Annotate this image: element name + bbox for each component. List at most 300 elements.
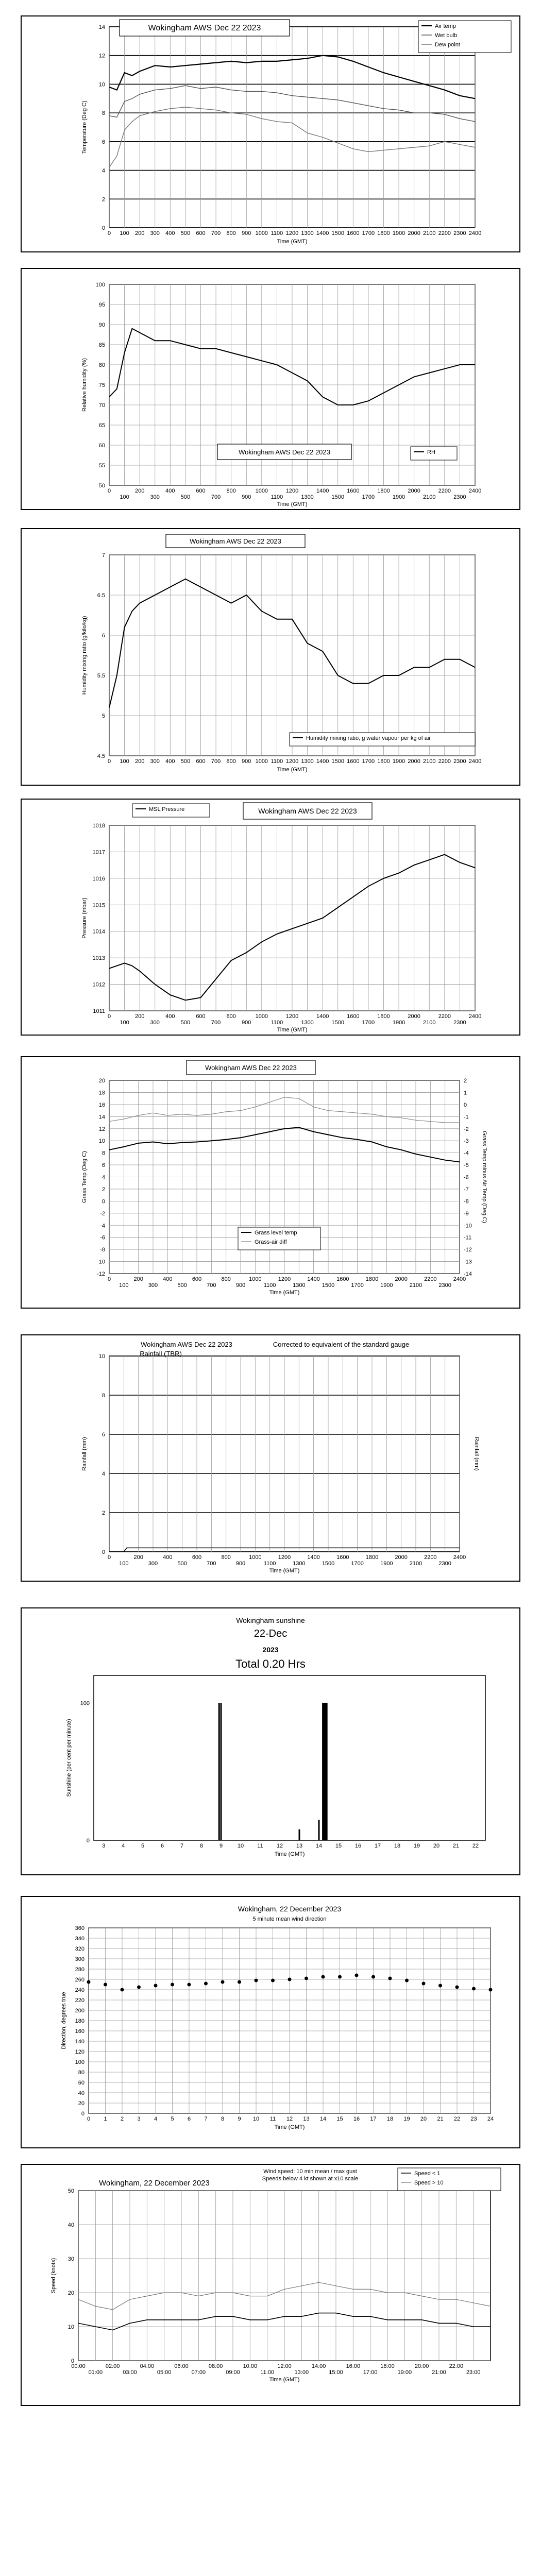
x-tick-label: 1400	[316, 758, 329, 765]
x-tick-label: 13:00	[294, 2369, 309, 2376]
y-tick-label: 7	[102, 552, 105, 558]
legend-box	[418, 21, 511, 53]
data-point	[255, 1979, 258, 1982]
y-tick-label: 1017	[92, 849, 105, 856]
y-tick-label: 14	[98, 24, 105, 30]
x-tick-label: 200	[133, 1276, 143, 1282]
x-tick-label: 2000	[408, 488, 420, 494]
x-tick-label: 1500	[322, 1561, 335, 1567]
x-tick-label: 09:00	[226, 2369, 240, 2376]
x-tick-label: 1800	[377, 1013, 390, 1020]
y-tick-label: 70	[98, 402, 105, 409]
y-tick-label: 30	[67, 2256, 74, 2262]
x-tick-label: 100	[120, 1020, 129, 1026]
data-point	[322, 1975, 325, 1979]
x-tick-label: 21	[437, 2116, 444, 2122]
x-tick-label: 2300	[453, 1020, 466, 1026]
y-tick-label: 20	[67, 2290, 74, 2296]
y-tick-label: 100	[80, 1700, 90, 1707]
y-tick-label: -6	[100, 1234, 105, 1241]
x-tick-label: 400	[165, 488, 175, 494]
x-tick-label: 14	[315, 1843, 323, 1849]
y-tick-label: 50	[98, 483, 105, 489]
x-tick-label: 1800	[365, 1276, 379, 1282]
y-right-tick-label: -7	[464, 1186, 469, 1193]
y-tick-label: 2	[102, 196, 105, 203]
y-right-tick-label: -4	[464, 1150, 469, 1157]
y-tick-label: 8	[102, 1150, 105, 1157]
y-tick-label: 360	[75, 1925, 84, 1931]
x-tick-label: 2100	[423, 1020, 436, 1026]
legend-entry: Dew point	[435, 42, 460, 48]
x-tick-label: 500	[180, 494, 191, 500]
x-tick-label: 11:00	[260, 2369, 275, 2376]
x-tick-label: 800	[221, 1276, 231, 1282]
x-tick-label: 2000	[408, 1013, 420, 1020]
legend-entry: Wet bulb	[435, 32, 458, 39]
x-tick-label: 1300	[301, 494, 314, 500]
legend-entry: MSL Pressure	[149, 806, 185, 812]
x-tick-label: 1200	[278, 1554, 291, 1561]
x-tick-label: 800	[226, 230, 236, 236]
x-tick-label: 12	[276, 1843, 283, 1849]
x-tick-label: 16	[354, 1843, 362, 1849]
x-tick-label: 0	[87, 2116, 91, 2122]
x-tick-label: 3	[137, 2116, 141, 2122]
x-tick-label: 2400	[468, 758, 482, 765]
x-tick-label: 2300	[438, 1561, 451, 1567]
x-tick-label: 1700	[362, 1020, 375, 1026]
y-right-tick-label: -10	[464, 1223, 472, 1229]
x-tick-label: 6	[160, 1843, 164, 1849]
legend-entry: Air temp	[435, 23, 456, 29]
chart-title: Wokingham AWS Dec 22 2023	[239, 448, 330, 456]
x-tick-label: 400	[165, 230, 175, 236]
x-tick-label: 600	[196, 1013, 206, 1020]
humidity-chart-svg	[22, 269, 519, 509]
data-point	[221, 1980, 225, 1984]
temperature-chart	[21, 15, 520, 252]
x-tick-label: 2300	[453, 494, 466, 500]
y-tick-label: 16	[98, 1101, 105, 1108]
x-tick-label: 1900	[392, 1020, 405, 1026]
x-tick-label: 2	[120, 2116, 124, 2122]
y-right-tick-label: -9	[464, 1210, 469, 1217]
y-tick-label: 160	[75, 2028, 84, 2035]
x-tick-label: 9	[238, 2116, 241, 2122]
x-tick-label: 2000	[395, 1276, 408, 1282]
x-tick-label: 4	[121, 1843, 125, 1849]
x-tick-label: 2400	[453, 1276, 466, 1282]
y-tick-label: 10	[67, 2324, 74, 2330]
x-tick-label: 300	[148, 1561, 158, 1567]
legend-entry: Speed > 10	[414, 2180, 444, 2186]
x-tick-label: 2300	[438, 1282, 451, 1289]
x-tick-label: 1400	[316, 1013, 329, 1020]
y-tick-label: 18	[98, 1090, 105, 1096]
y-tick-label: 320	[75, 1946, 84, 1952]
y-tick-label: 1015	[92, 902, 105, 909]
y-tick-label: 6	[102, 139, 105, 145]
y-right-tick-label: -5	[464, 1162, 469, 1169]
legend-entry: Speed < 1	[414, 2171, 441, 2177]
data-point	[204, 1982, 208, 1986]
x-tick-label: 17	[374, 1843, 381, 1849]
x-tick-label: 200	[134, 1013, 145, 1020]
y-axis-label: Pressure (mbar)	[81, 897, 88, 939]
y-tick-label: 280	[75, 1967, 84, 1973]
x-tick-label: 12	[286, 2116, 293, 2122]
y-tick-label: 80	[98, 362, 105, 368]
y-tick-label: 1016	[92, 875, 105, 882]
x-tick-label: 1100	[270, 1020, 283, 1026]
y-right-tick-label: -8	[464, 1198, 469, 1205]
x-tick-label: 1200	[285, 488, 299, 494]
x-tick-label: 22	[453, 2116, 461, 2122]
x-tick-label: 18	[394, 1843, 401, 1849]
x-tick-label: 900	[242, 230, 251, 236]
x-tick-label: 600	[196, 230, 206, 236]
x-tick-label: 1100	[263, 1561, 276, 1567]
x-tick-label: 800	[221, 1554, 231, 1561]
x-tick-label: 18:00	[380, 2363, 395, 2369]
x-axis-label: Time (GMT)	[277, 1027, 308, 1033]
y-tick-label: -2	[100, 1210, 105, 1217]
x-tick-label: 1900	[392, 494, 405, 500]
sunshine-chart-svg	[22, 1608, 519, 1874]
data-point	[171, 1983, 174, 1987]
x-tick-label: 600	[192, 1276, 202, 1282]
x-tick-label: 1100	[263, 1282, 276, 1289]
chart-title: Wokingham AWS Dec 22 2023	[205, 1064, 297, 1072]
x-tick-label: 1600	[347, 1013, 360, 1020]
data-point	[188, 1983, 191, 1987]
chart-subtitle: 5 minute mean wind direction	[252, 1916, 327, 1922]
x-tick-label: 05:00	[157, 2369, 172, 2376]
x-tick-label: 700	[207, 1282, 216, 1289]
x-tick-label: 2200	[438, 488, 451, 494]
y-right-tick-label: 2	[464, 1078, 467, 1084]
x-tick-label: 23:00	[466, 2369, 481, 2376]
y-right-tick-label: -6	[464, 1174, 469, 1181]
x-tick-label: 4	[154, 2116, 158, 2122]
pressure-chart-svg	[22, 800, 519, 1035]
x-tick-label: 1700	[362, 758, 375, 765]
x-tick-label: 10	[252, 2116, 260, 2122]
data-point	[137, 1986, 141, 1989]
y-tick-label: 10	[98, 81, 105, 88]
y-tick-label: 4	[102, 167, 105, 174]
x-tick-label: 300	[150, 1020, 160, 1026]
x-tick-label: 1000	[255, 758, 268, 765]
x-tick-label: 1300	[301, 758, 314, 765]
x-tick-label: 2200	[438, 758, 451, 765]
x-tick-label: 23	[470, 2116, 477, 2122]
x-tick-label: 100	[120, 230, 129, 236]
x-tick-label: 0	[107, 1554, 111, 1561]
humidity-chart	[21, 268, 520, 510]
chart-title: Wokingham AWS Dec 22 2023	[148, 24, 261, 32]
x-tick-label: 13	[303, 2116, 310, 2122]
x-axis-label: Time (GMT)	[274, 2124, 305, 2130]
x-tick-label: 100	[119, 1282, 129, 1289]
y-tick-label: 40	[67, 2222, 74, 2228]
grass-temp-chart-svg	[22, 1057, 519, 1308]
y-tick-label: 1013	[92, 955, 105, 962]
chart-title: Wokingham AWS Dec 22 2023	[258, 807, 357, 815]
x-tick-label: 03:00	[123, 2369, 137, 2376]
y-tick-label: 2	[102, 1510, 105, 1516]
x-tick-label: 100	[120, 494, 129, 500]
x-tick-label: 2100	[423, 230, 436, 236]
x-tick-label: 17	[370, 2116, 377, 2122]
chart-year: 2023	[262, 1646, 279, 1654]
legend-entry: Humidity mixing ratio, g water vapour per kg of air	[306, 735, 431, 741]
x-tick-label: 15	[335, 1843, 342, 1849]
x-tick-label: 19:00	[397, 2369, 412, 2376]
data-point	[455, 1986, 459, 1989]
y-tick-label: 6	[102, 1162, 105, 1169]
x-tick-label: 2400	[468, 488, 482, 494]
y-right-tick-label: -14	[464, 1271, 472, 1277]
x-tick-label: 1500	[322, 1282, 335, 1289]
x-tick-label: 1800	[365, 1554, 379, 1561]
x-tick-label: 900	[242, 1020, 251, 1026]
chart-note: Wind speed: 10 min mean / max gust	[263, 2168, 357, 2175]
x-tick-label: 2200	[438, 230, 451, 236]
y-tick-label: 140	[75, 2039, 84, 2045]
mixing-ratio-chart-svg	[22, 529, 519, 785]
sunshine-bar	[218, 1703, 220, 1840]
y-tick-label: 0	[81, 2111, 84, 2117]
wind-speed-chart-svg	[22, 2165, 519, 2405]
y-axis-label: Sunshine (per cent per minute)	[66, 1719, 72, 1797]
x-tick-label: 1500	[331, 494, 344, 500]
x-tick-label: 11	[269, 2116, 276, 2122]
x-tick-label: 06:00	[174, 2363, 189, 2369]
x-tick-label: 8	[221, 2116, 225, 2122]
x-tick-label: 1400	[316, 230, 329, 236]
data-point	[371, 1975, 375, 1979]
y-tick-label: 10	[98, 1353, 105, 1360]
x-tick-label: 700	[207, 1561, 216, 1567]
x-tick-label: 1600	[347, 758, 360, 765]
data-point	[405, 1979, 409, 1982]
y-tick-label: 6	[102, 1432, 105, 1438]
data-point	[438, 1984, 442, 1988]
x-tick-label: 15:00	[329, 2369, 343, 2376]
grass-temp-chart	[21, 1056, 520, 1309]
x-axis-label: Time (GMT)	[277, 767, 308, 773]
x-tick-label: 21	[452, 1843, 460, 1849]
sunshine-bar	[299, 1829, 300, 1840]
y-tick-label: 60	[98, 443, 105, 449]
x-axis-label: Time (GMT)	[274, 1851, 305, 1857]
x-tick-label: 16:00	[346, 2363, 361, 2369]
data-point	[121, 1988, 124, 1992]
rainfall-chart-svg	[22, 1335, 519, 1581]
data-point	[489, 1988, 493, 1992]
x-tick-label: 400	[165, 758, 175, 765]
x-tick-label: 100	[119, 1561, 129, 1567]
temperature-chart-svg	[22, 16, 519, 251]
x-tick-label: 0	[107, 1013, 111, 1020]
x-tick-label: 1500	[331, 1020, 344, 1026]
x-tick-label: 20	[420, 2116, 427, 2122]
x-tick-label: 400	[165, 1013, 175, 1020]
x-tick-label: 13	[296, 1843, 303, 1849]
y-tick-label: 1011	[93, 1008, 105, 1014]
sunshine-bar	[326, 1703, 328, 1840]
y-tick-label: -12	[97, 1271, 105, 1277]
legend-entry: Grass level temp	[255, 1230, 297, 1236]
y-tick-label: 240	[75, 1987, 84, 1993]
x-tick-label: 9	[219, 1843, 223, 1849]
data-point	[355, 1974, 359, 1977]
y-axis-label: Speed (knots)	[50, 2258, 57, 2294]
x-tick-label: 2400	[468, 1013, 482, 1020]
y-axis-label: Humidity mixing ratio (g/kilo/kg)	[81, 616, 88, 695]
x-axis-label: Time (GMT)	[269, 1290, 300, 1296]
x-tick-label: 700	[211, 494, 221, 500]
chart-date: 22-Dec	[253, 1628, 288, 1639]
x-tick-label: 1600	[347, 488, 360, 494]
chart-title: Wokingham AWS Dec 22 2023	[190, 537, 281, 545]
y-tick-label: -10	[97, 1259, 105, 1265]
chart-note: Speeds below 4 kt shown at x10 scale	[262, 2176, 359, 2182]
x-tick-label: 10	[237, 1843, 244, 1849]
x-tick-label: 500	[180, 1020, 191, 1026]
x-tick-label: 1600	[336, 1554, 349, 1561]
x-tick-label: 1200	[285, 1013, 299, 1020]
y-tick-label: 1012	[92, 981, 105, 988]
legend-entry: RH	[427, 449, 435, 455]
x-tick-label: 1700	[362, 494, 375, 500]
x-tick-label: 1600	[347, 230, 360, 236]
x-tick-label: 900	[242, 758, 251, 765]
data-point	[472, 1987, 476, 1991]
x-tick-label: 24	[487, 2116, 494, 2122]
y-right-tick-label: -13	[464, 1259, 472, 1265]
x-tick-label: 300	[150, 230, 160, 236]
x-tick-label: 2000	[408, 758, 420, 765]
data-point	[288, 1978, 292, 1981]
y-tick-label: 60	[78, 2080, 84, 2086]
x-tick-label: 1900	[392, 230, 405, 236]
x-tick-label: 300	[148, 1282, 158, 1289]
x-tick-label: 00:00	[71, 2363, 86, 2369]
x-tick-label: 900	[235, 1561, 246, 1567]
chart-title: Wokingham AWS Dec 22 2023	[141, 1341, 232, 1348]
x-tick-label: 1300	[293, 1561, 306, 1567]
data-point	[271, 1979, 275, 1982]
x-tick-label: 800	[226, 1013, 236, 1020]
y-tick-label: 6.5	[97, 592, 105, 599]
sunshine-bar	[318, 1820, 320, 1840]
x-tick-label: 200	[133, 1554, 143, 1561]
x-tick-label: 1500	[331, 230, 344, 236]
x-tick-label: 21:00	[432, 2369, 446, 2376]
x-tick-label: 700	[211, 758, 221, 765]
y-tick-label: 20	[78, 2100, 84, 2107]
x-tick-label: 2300	[453, 230, 466, 236]
x-tick-label: 18	[386, 2116, 394, 2122]
chart-title: Wokingham, 22 December 2023	[238, 1905, 342, 1913]
x-tick-label: 1400	[307, 1276, 320, 1282]
x-tick-label: 1500	[331, 758, 344, 765]
x-tick-label: 300	[150, 758, 160, 765]
x-tick-label: 400	[163, 1554, 173, 1561]
x-tick-label: 08:00	[208, 2363, 223, 2369]
x-tick-label: 19	[403, 2116, 410, 2122]
x-tick-label: 5	[141, 1843, 145, 1849]
sunshine-bar	[221, 1703, 222, 1840]
x-tick-label: 1000	[255, 488, 268, 494]
x-tick-label: 8	[199, 1843, 204, 1849]
x-tick-label: 0	[107, 1276, 111, 1282]
pressure-chart	[21, 799, 520, 1036]
data-point	[422, 1982, 426, 1986]
x-tick-label: 800	[226, 758, 236, 765]
y-tick-label: 14	[98, 1114, 105, 1121]
x-tick-label: 19	[413, 1843, 420, 1849]
y-tick-label: 4	[102, 1471, 105, 1477]
x-tick-label: 1000	[255, 1013, 268, 1020]
x-tick-label: 1100	[270, 494, 283, 500]
y-right-tick-label: -2	[464, 1126, 469, 1132]
y-axis-label: Temperature (Deg C)	[81, 100, 88, 154]
x-tick-label: 0	[107, 758, 111, 765]
x-tick-label: 2100	[423, 758, 436, 765]
y-tick-label: 80	[78, 2070, 84, 2076]
y-tick-label: 5.5	[97, 673, 105, 679]
x-tick-label: 6	[187, 2116, 191, 2122]
x-tick-label: 20	[433, 1843, 440, 1849]
y-axis-label: Grass Temp (Deg C)	[81, 1151, 88, 1203]
x-tick-label: 1200	[285, 230, 299, 236]
y-tick-label: 180	[75, 2018, 84, 2024]
plot-area	[94, 1675, 485, 1840]
x-tick-label: 200	[134, 230, 145, 236]
x-tick-label: 200	[134, 488, 145, 494]
y-tick-label: 0	[71, 2358, 74, 2364]
x-tick-label: 1800	[377, 758, 390, 765]
data-point	[104, 1983, 107, 1987]
y-tick-label: 340	[75, 1936, 84, 1942]
x-tick-label: 1400	[307, 1554, 320, 1561]
x-tick-label: 500	[177, 1561, 187, 1567]
data-point	[305, 1977, 308, 1980]
y-tick-label: 300	[75, 1956, 84, 1962]
chart-total: Total 0.20 Hrs	[235, 1657, 306, 1670]
y-tick-label: 4	[102, 1174, 105, 1181]
x-tick-label: 500	[180, 758, 191, 765]
y-tick-label: 220	[75, 1997, 84, 2004]
x-tick-label: 2000	[408, 230, 420, 236]
x-axis-label: Time (GMT)	[269, 1568, 300, 1574]
x-tick-label: 11	[257, 1843, 263, 1849]
x-tick-label: 1000	[255, 230, 268, 236]
x-tick-label: 04:00	[140, 2363, 155, 2369]
x-tick-label: 14	[319, 2116, 327, 2122]
x-tick-label: 7	[204, 2116, 208, 2122]
x-tick-label: 2100	[423, 494, 436, 500]
x-tick-label: 300	[150, 494, 160, 500]
y-right-tick-label: -3	[464, 1138, 469, 1145]
y-tick-label: 0	[86, 1838, 90, 1844]
y-tick-label: 10	[98, 1138, 105, 1145]
x-tick-label: 1300	[301, 230, 314, 236]
